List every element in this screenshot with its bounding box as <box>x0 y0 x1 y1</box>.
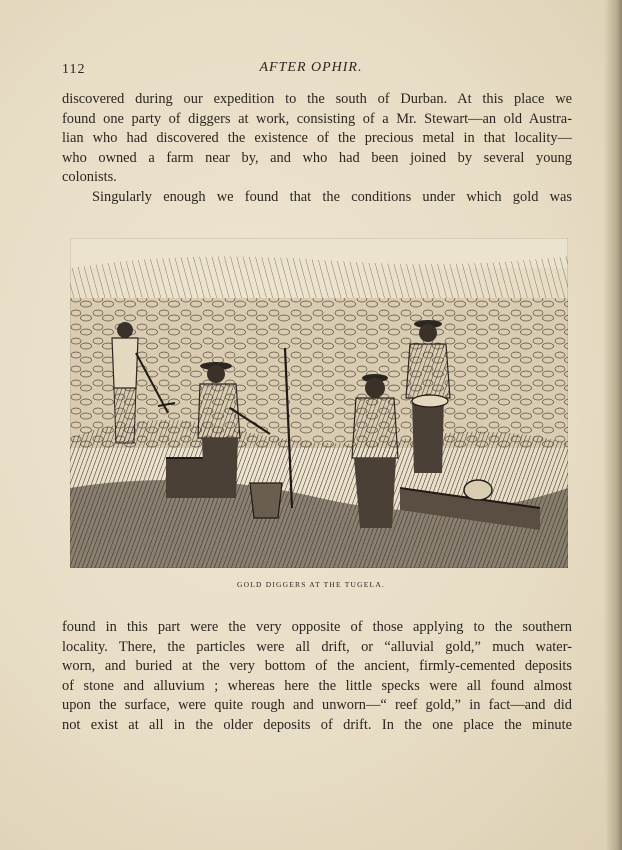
text-line: colonists. <box>62 169 117 186</box>
paragraph-3 <box>62 618 572 736</box>
text-line: not exist at all in the older deposits of drift. In the one place the minute <box>62 716 572 733</box>
running-head: AFTER OPHIR. <box>259 60 363 75</box>
gold-pan <box>412 395 448 407</box>
text-line: found one party of diggers at work, consisting of a Mr. Stewart—an old Austra- <box>62 110 572 127</box>
text-line: of stone and alluvium ; whereas here the little specks were all found almost <box>62 677 572 694</box>
page-gutter-shadow <box>604 0 622 850</box>
text-line: discovered during our expedition to the south of Durban. At this place we <box>62 91 572 107</box>
engraving-gold-diggers <box>70 238 568 568</box>
washing-pan <box>464 480 492 500</box>
figure-caption: GOLD DIGGERS AT THE TUGELA. <box>236 580 386 589</box>
text-line: worn, and buried at the very bottom of the ancient, firmly-cemented deposits <box>62 658 572 675</box>
text-line: found in this part were the very opposite of those applying to the southern <box>62 619 572 635</box>
text-line: who owned a farm near by, and who had been joined by several young <box>62 149 572 166</box>
paragraph-1 <box>62 90 572 188</box>
paragraph-2 <box>62 188 572 208</box>
text-line: Singularly enough we found that the conditions under which gold was <box>92 189 572 205</box>
page-number: 112 <box>62 62 86 77</box>
text-line: locality. There, the particles were all drift, or “alluvial gold,” much water- <box>62 638 572 655</box>
bucket <box>250 483 282 518</box>
text-line: lian who had discovered the existence of the precious metal in that locality— <box>62 130 572 147</box>
text-line: upon the surface, were quite rough and unworn—“ reef gold,” in fact—and did <box>62 697 572 714</box>
